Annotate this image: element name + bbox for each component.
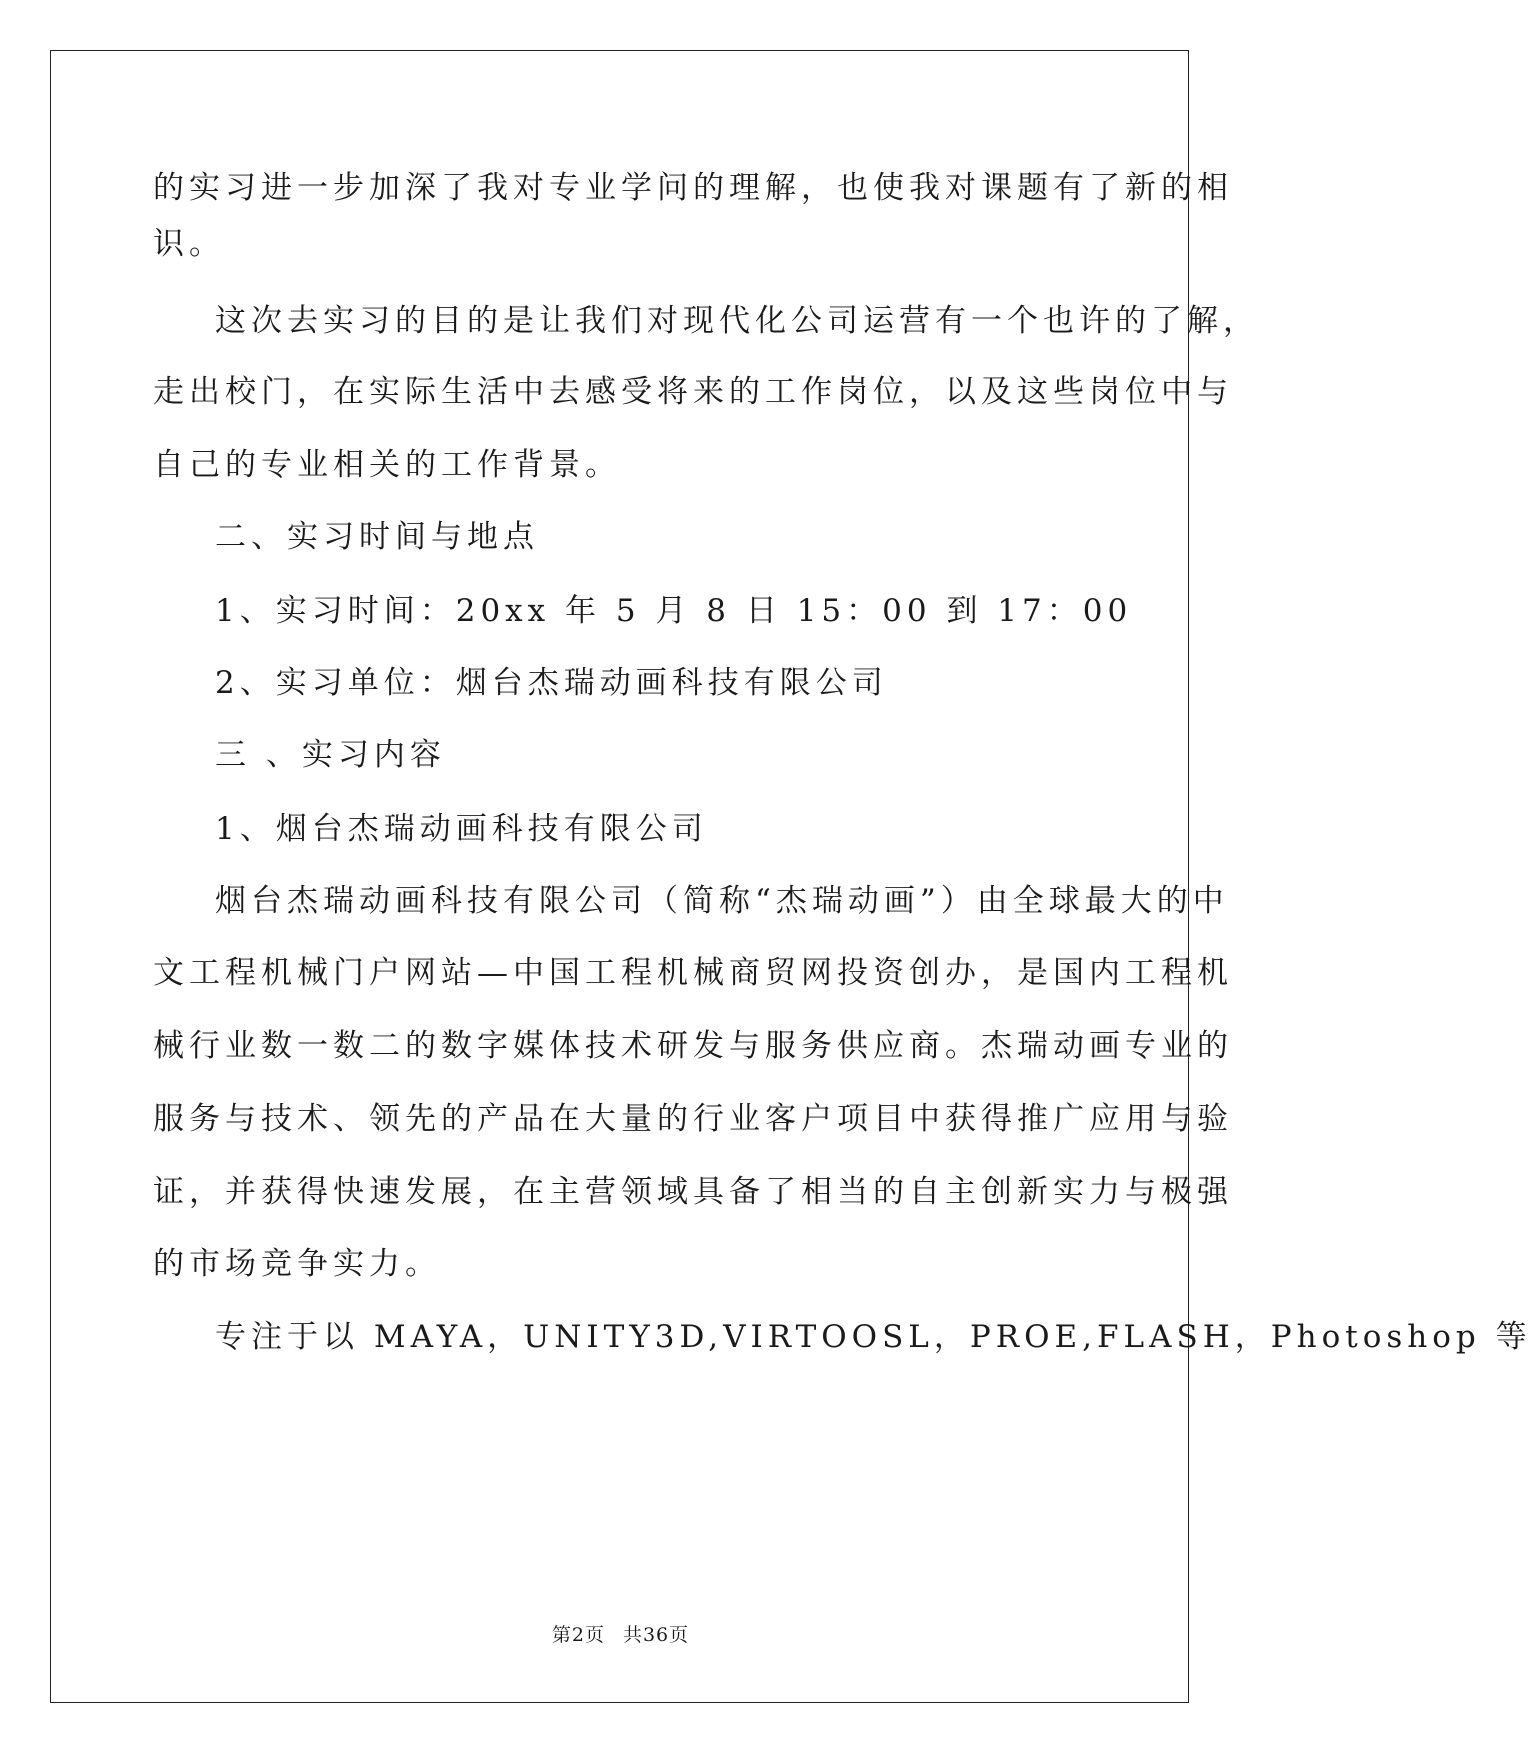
page-footer xyxy=(0,1623,1241,1647)
body-line: 自己的专业相关的工作背景。 xyxy=(153,447,621,483)
list-item: 1、实习时间：20xx 年 5 月 8 日 15：00 到 17：00 xyxy=(215,593,1133,629)
body-line: 械行业数一数二的数字媒体技术研发与服务供应商。杰瑞动画专业的 xyxy=(153,1028,1233,1064)
body-line: 文工程机械门户网站—中国工程机械商贸网投资创办，是国内工程机 xyxy=(153,955,1233,991)
paragraph-line: 烟台杰瑞动画科技有限公司（简称“杰瑞动画”）由全球最大的中 xyxy=(215,883,1229,919)
body-line: 服务与技术、领先的产品在大量的行业客户项目中获得推广应用与验 xyxy=(153,1101,1233,1137)
paragraph-line: 专注于以 MAYA，UNITY3D,VIRTOOSL，PROE,FLASH，Photoshop 等 xyxy=(215,1319,1532,1355)
body-line: 走出校门，在实际生活中去感受将来的工作岗位，以及这些岗位中与 xyxy=(153,374,1233,410)
paragraph-line: 这次去实习的目的是让我们对现代化公司运营有一个也许的了解， xyxy=(215,303,1259,339)
body-line: 的实习进一步加深了我对专业学问的理解，也使我对课题有了新的相 xyxy=(153,170,1233,206)
current-page-number: 第2页 xyxy=(551,1624,605,1646)
section-heading: 三 、实习内容 xyxy=(215,737,446,773)
subsection-heading: 1、烟台杰瑞动画科技有限公司 xyxy=(215,811,708,847)
body-line: 识。 xyxy=(153,226,225,262)
body-line: 的市场竞争实力。 xyxy=(153,1246,441,1282)
total-pages: 共36页 xyxy=(622,1624,690,1646)
body-line: 证，并获得快速发展，在主营领域具备了相当的自主创新实力与极强 xyxy=(153,1174,1233,1210)
section-heading: 二、实习时间与地点 xyxy=(215,519,539,555)
list-item: 2、实习单位：烟台杰瑞动画科技有限公司 xyxy=(215,665,888,701)
page-border xyxy=(50,50,1189,1703)
